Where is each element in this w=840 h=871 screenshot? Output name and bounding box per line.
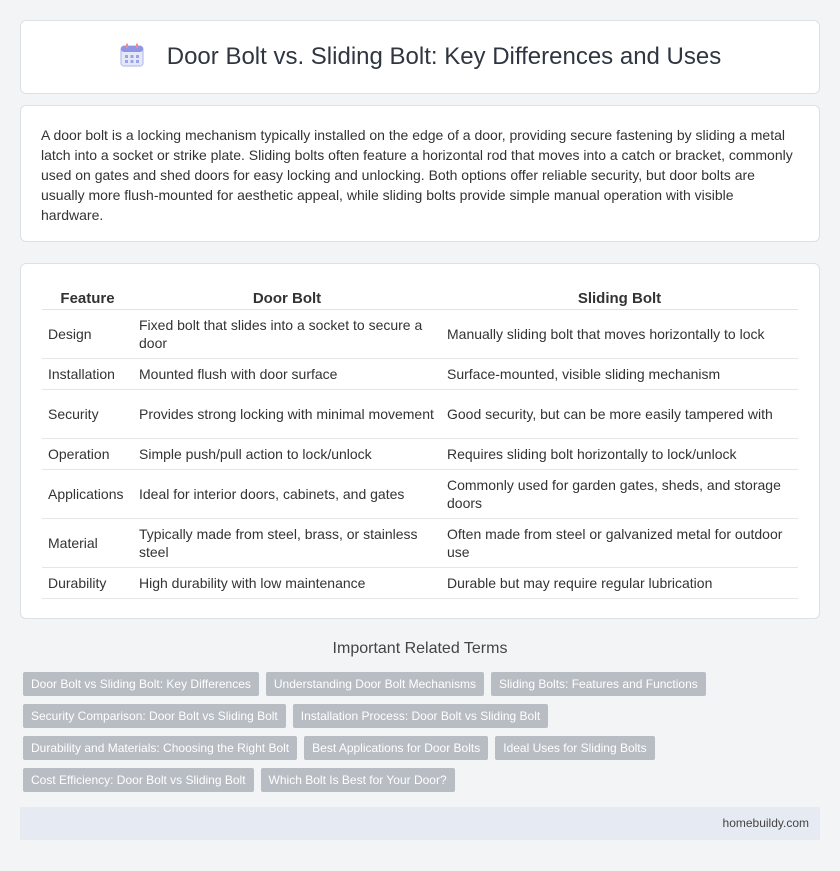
sliding-bolt-cell: Requires sliding bolt horizontally to lock/unlock <box>441 439 798 470</box>
door-bolt-cell: Fixed bolt that slides into a socket to secure a door <box>133 310 441 359</box>
intro-text: A door bolt is a locking mechanism typically installed on the edge of a door, providing secure fastening by sliding a metal latch into a socket or strike plate. Sliding bolts often feature a horizontal rod that moves into a catch or bracket, commonly used on gates and shed doors for easy locking and unlocking. Both options offer reliable security, but door bolts are usually more flush-mounted for aesthetic appeal, while sliding bolts provide simple manual operation with visible hardware. <box>41 127 793 223</box>
sliding-bolt-cell: Often made from steel or galvanized metal for outdoor use <box>441 519 798 568</box>
door-bolt-cell: Provides strong locking with minimal movement <box>133 390 441 439</box>
related-tag[interactable]: Ideal Uses for Sliding Bolts <box>495 736 654 760</box>
related-tags <box>23 672 823 800</box>
intro-card <box>20 105 820 242</box>
table-row <box>42 390 798 439</box>
related-tag[interactable]: Cost Efficiency: Door Bolt vs Sliding Bolt <box>23 768 254 792</box>
table-header-row <box>42 284 798 310</box>
table-row <box>42 439 798 470</box>
header-sliding-bolt: Sliding Bolt <box>441 284 798 310</box>
door-bolt-cell: Ideal for interior doors, cabinets, and gates <box>133 470 441 519</box>
feature-cell: Installation <box>42 359 133 390</box>
tag-row <box>23 704 823 728</box>
footer <box>20 807 820 840</box>
comparison-card <box>20 263 820 619</box>
sliding-bolt-cell: Manually sliding bolt that moves horizontally to lock <box>441 310 798 359</box>
tag-row <box>23 736 823 760</box>
feature-cell: Material <box>42 519 133 568</box>
table-row <box>42 310 798 359</box>
header-door-bolt: Door Bolt <box>133 284 441 310</box>
related-tag[interactable]: Door Bolt vs Sliding Bolt: Key Differences <box>23 672 259 696</box>
door-bolt-cell: High durability with low maintenance <box>133 568 441 599</box>
tag-row <box>23 768 823 792</box>
related-tag[interactable]: Sliding Bolts: Features and Functions <box>491 672 706 696</box>
door-bolt-cell: Typically made from steel, brass, or stainless steel <box>133 519 441 568</box>
related-tag[interactable]: Durability and Materials: Choosing the Right Bolt <box>23 736 297 760</box>
sliding-bolt-cell: Commonly used for garden gates, sheds, and storage doors <box>441 470 798 519</box>
feature-cell: Durability <box>42 568 133 599</box>
title-wrap <box>119 42 721 73</box>
table-row <box>42 519 798 568</box>
feature-cell: Applications <box>42 470 133 519</box>
sliding-bolt-cell: Surface-mounted, visible sliding mechanism <box>441 359 798 390</box>
feature-cell: Design <box>42 310 133 359</box>
table-row <box>42 470 798 519</box>
feature-cell: Security <box>42 390 133 439</box>
footer-site[interactable]: homebuildy.com <box>722 816 809 830</box>
table-row <box>42 359 798 390</box>
header-feature: Feature <box>42 284 133 310</box>
page-title: Door Bolt vs. Sliding Bolt: Key Differences and Uses <box>166 43 722 70</box>
door-bolt-cell: Mounted flush with door surface <box>133 359 441 390</box>
sliding-bolt-cell: Good security, but can be more easily tampered with <box>441 390 798 439</box>
table-row <box>42 568 798 599</box>
related-tag[interactable]: Which Bolt Is Best for Your Door? <box>261 768 455 792</box>
tag-row <box>23 672 823 696</box>
door-bolt-cell: Simple push/pull action to lock/unlock <box>133 439 441 470</box>
related-tag[interactable]: Understanding Door Bolt Mechanisms <box>266 672 484 696</box>
feature-cell: Operation <box>42 439 133 470</box>
related-terms-title: Important Related Terms <box>332 640 508 657</box>
calendar-icon <box>119 42 145 73</box>
related-tag[interactable]: Security Comparison: Door Bolt vs Sliding Bolt <box>23 704 286 728</box>
sliding-bolt-cell: Durable but may require regular lubrication <box>441 568 798 599</box>
comparison-table <box>42 284 798 599</box>
related-tag[interactable]: Installation Process: Door Bolt vs Sliding Bolt <box>293 704 548 728</box>
related-tag[interactable]: Best Applications for Door Bolts <box>304 736 488 760</box>
header-card <box>20 20 820 94</box>
